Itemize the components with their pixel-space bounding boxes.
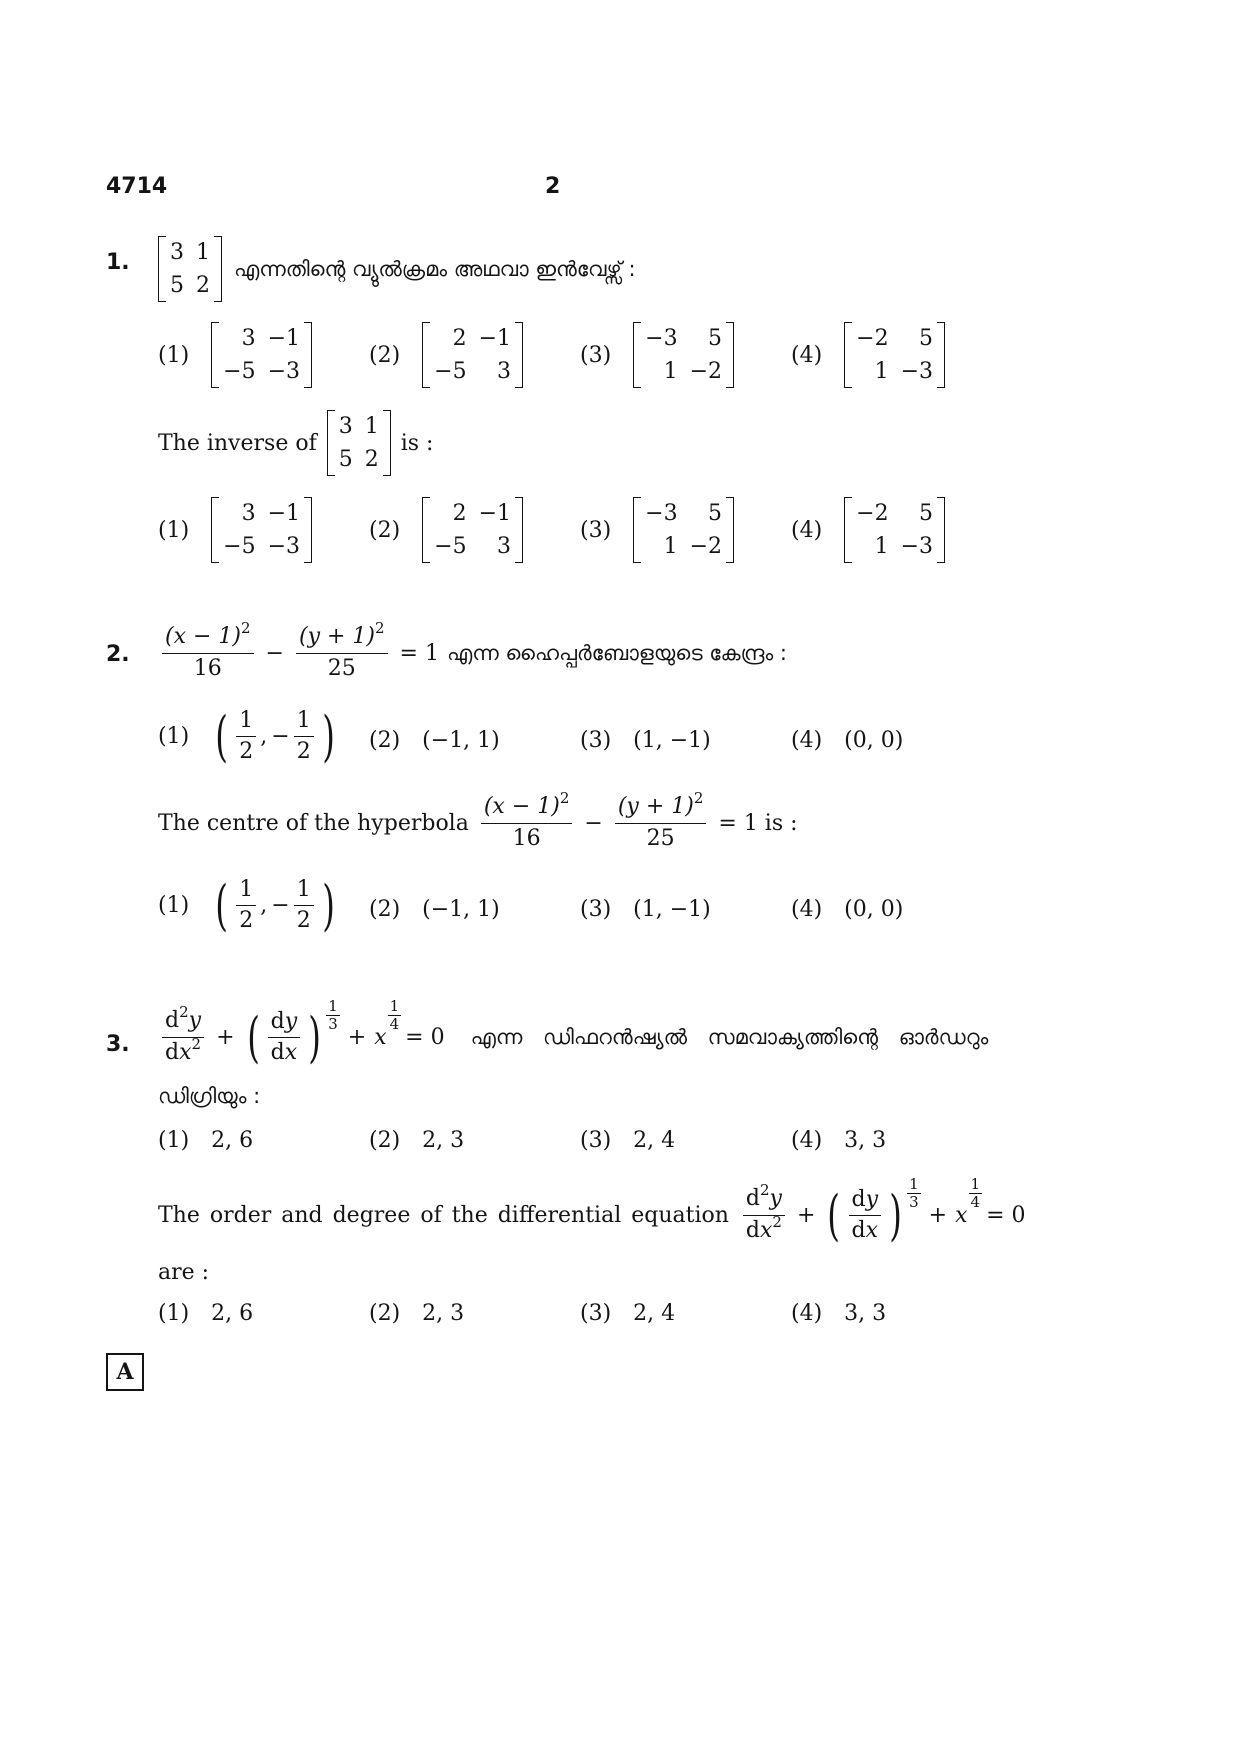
q1-en-option-3[interactable]: (3) −3 5 1 −2: [580, 497, 734, 563]
question-3-en-suffix: are :: [158, 1260, 210, 1285]
question-3-ml-stem: $\frac{d^2y}{dx^2}$ + ( $\frac{dy}{dx}$ ) 1 3 + x $\frac{1}{4}$ = 0 എന്ന ഡിഫറൻഷ്യൽ സമവാക്യത്തിന്റെ ഓർഡറും: [158, 1008, 988, 1067]
question-3-en-stem: The order and degree of the differential equation $\frac{d^2y}{dx^2}$ + ( $\frac{dy}{dx}$ ) 1 3 + x $\frac{1}{4}$ = 0: [158, 1175, 1026, 1247]
q3-ml-option-3[interactable]: (3) 2, 4: [580, 1128, 676, 1153]
q2-ml-option-4[interactable]: (4) (0, 0): [791, 728, 904, 753]
question-1-en-prefix: The inverse of: [158, 430, 317, 456]
q1-ml-option-3[interactable]: (3) −3 5 1 −2: [580, 322, 734, 388]
question-3-ml-text-line2: ഡിഗ്രിയും :: [158, 1084, 261, 1108]
q2-fraction-y: $\frac{(y + 1)^2}{25}$: [296, 624, 388, 682]
q2-en-option-2[interactable]: (2) (−1, 1): [369, 897, 500, 922]
q2-ml-option-2[interactable]: (2) (−1, 1): [369, 728, 500, 753]
q3-ml-option-1[interactable]: (1) 2, 6: [158, 1128, 254, 1153]
q3-en-option-4[interactable]: (4) 3, 3: [791, 1301, 887, 1326]
question-2-ml-text: എന്ന ഹൈപ്പർബോളയുടെ കേന്ദ്രം :: [446, 640, 787, 665]
booklet-series-box: A: [106, 1353, 144, 1391]
question-2-number: 2.: [106, 642, 130, 667]
q3-second-derivative: $\frac{d^2y}{dx^2}$: [162, 1008, 204, 1067]
q3-en-option-3[interactable]: (3) 2, 4: [580, 1301, 676, 1326]
q2-en-option-1[interactable]: (1) ( $\frac{1}{2}$ , − $\frac{1}{2}$ ): [158, 873, 335, 937]
page-number: 2: [545, 174, 561, 199]
q2-en-option-4[interactable]: (4) (0, 0): [791, 897, 904, 922]
question-1-en-suffix: is :: [400, 430, 434, 456]
question-1-en-stem: [158, 410, 433, 476]
question-1-ml-stem: [158, 236, 636, 302]
q1-en-option-2[interactable]: (2) 2 −1 −5 3: [369, 497, 523, 563]
q1-ml-option-2[interactable]: (2) 2 −1 −5 3: [369, 322, 523, 388]
q3-ml-option-4[interactable]: (4) 3, 3: [791, 1128, 887, 1153]
q3-en-option-1[interactable]: (1) 2, 6: [158, 1301, 254, 1326]
question-2-en-prefix: The centre of the hyperbola: [158, 810, 469, 836]
q1-ml-option-1[interactable]: (1) 3 −1 −5 −3: [158, 322, 312, 388]
paper-code: 4714: [106, 174, 168, 199]
q1-en-option-1[interactable]: (1) 3 −1 −5 −3: [158, 497, 312, 563]
question-3-number: 3.: [106, 1032, 130, 1057]
question-2-en-suffix: = 1 is :: [718, 810, 798, 836]
q2-ml-option-1[interactable]: (1) ( $\frac{1}{2}$ , − $\frac{1}{2}$ ): [158, 704, 335, 768]
q3-en-option-2[interactable]: (2) 2, 3: [369, 1301, 465, 1326]
q1-ml-option-4[interactable]: (4) −2 5 1 −3: [791, 322, 945, 388]
q2-ml-option-3[interactable]: (3) (1, −1): [580, 728, 711, 753]
question-3-ml-text: എന്ന ഡിഫറൻഷ്യൽ സമവാക്യത്തിന്റെ ഓർഡറും: [470, 1025, 989, 1049]
q1-matrix: 3 1 5 2: [158, 236, 222, 302]
question-1-number: 1.: [106, 250, 130, 275]
question-1-ml-text: എന്നതിന്റെ വ്യുൽക്രമം അഥവാ ഇൻവേഴ്സ് :: [234, 256, 636, 281]
q1-en-option-4[interactable]: (4) −2 5 1 −3: [791, 497, 945, 563]
q3-first-derivative: $\frac{dy}{dx}$: [268, 1009, 301, 1066]
q2-fraction-x: $\frac{(x - 1)^2}{16}$: [162, 624, 254, 682]
question-2-ml-stem: $\frac{(x - 1)^2}{16}$ − $\frac{(y + 1)^2}{25}$ = 1 എന്ന ഹൈപ്പർബോളയുടെ കേന്ദ്രം :: [158, 624, 787, 682]
question-3-en-prefix: The order and degree of the differential equation: [158, 1203, 729, 1228]
question-2-en-stem: The centre of the hyperbola $\frac{(x - 1)^2}{16}$ − $\frac{(y + 1)^2}{25}$ = 1 is :: [158, 789, 798, 851]
q1-en-matrix: 3 1 5 2: [327, 410, 391, 476]
q3-ml-option-2[interactable]: (2) 2, 3: [369, 1128, 465, 1153]
q2-en-option-3[interactable]: (3) (1, −1): [580, 897, 711, 922]
